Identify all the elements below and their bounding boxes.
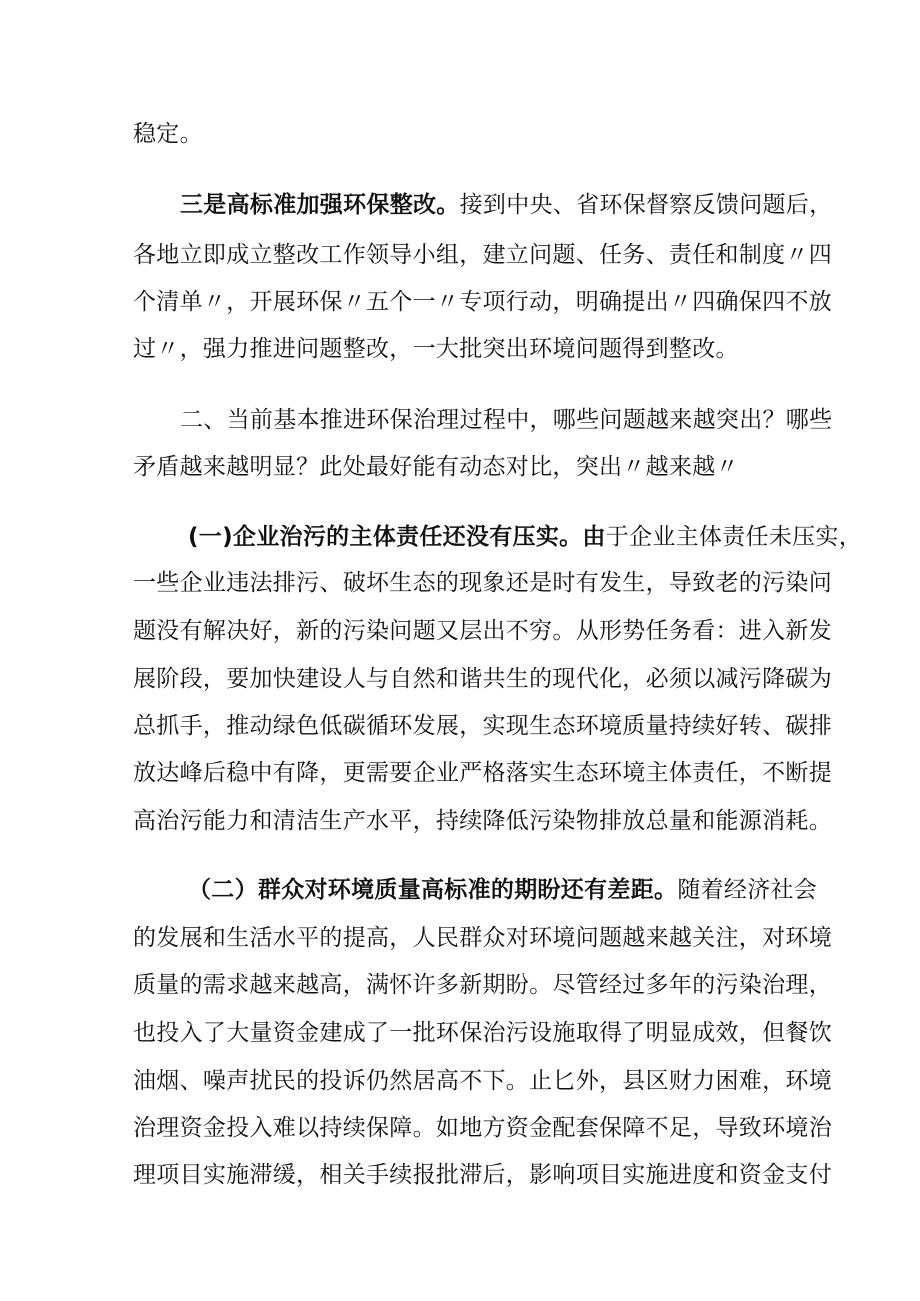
- bold-heading: (一)企业治污的主体责任还没有压实。由: [188, 524, 606, 550]
- line-text: 接到中央、省环保督察反馈问题后，: [459, 192, 833, 218]
- text-line: [133, 1018, 832, 1048]
- line-text: 展阶段，要加快建设人与自然和谐共生的现代化，必须以减污降碳为: [133, 666, 832, 692]
- text-line: [133, 616, 832, 646]
- text-line: [133, 119, 803, 149]
- section-heading-line: [180, 405, 833, 435]
- line-text: 过〃，强力推进问题整改，一大批突出环境问题得到整改。: [133, 336, 739, 362]
- line-text: 高治污能力和清洁生产水平，持续降低污染物排放总量和能源消耗。: [133, 808, 832, 834]
- text-line: [133, 758, 832, 788]
- line-text: 稳定。: [133, 121, 203, 147]
- line-text: 二、当前基本推进环保治理过程中，哪些问题越来越突出？哪些: [180, 407, 833, 433]
- text-line: [133, 334, 803, 364]
- text-line: [133, 664, 832, 694]
- line-text: 理项目实施滞缓，相关手续报批滞后，影响项目实施进度和资金支付: [133, 1162, 832, 1188]
- line-text: 随着经济社会: [677, 877, 818, 903]
- text-line: [133, 806, 832, 836]
- paragraph-heading-line: [188, 522, 863, 552]
- line-text: 于企业主体责任未压实，: [605, 524, 863, 550]
- text-line: [133, 970, 832, 1000]
- line-text: 质量的需求越来越高，满怀许多新期盼。尽管经过多年的污染治理，: [133, 972, 832, 998]
- line-text: 也投入了大量资金建成了一批环保治污设施取得了明显成效，但餐饮: [133, 1020, 832, 1046]
- line-text: 一些企业违法排污、破坏生态的现象还是时有发生，导致老的污染问: [133, 570, 832, 596]
- paragraph-heading-line: [180, 190, 833, 220]
- line-text: 题没有解决好，新的污染问题又层出不穷。从形势任务看：进入新发: [133, 618, 832, 644]
- line-text: 个清单〃，开展环保〃五个一〃专项行动，明确提出〃四确保四不放: [133, 289, 832, 315]
- text-line: [133, 452, 803, 482]
- line-text: 总抓手，推动绿色低碳循环发展，实现生态环境质量持续好转、碳排: [133, 713, 832, 739]
- line-text: 的发展和生活水平的提高，人民群众对环境问题越来越关注，对环境: [133, 925, 832, 951]
- text-line: [133, 711, 832, 741]
- paragraph-heading-line: [188, 875, 818, 905]
- line-text: 各地立即成立整改工作领导小组，建立问题、任务、责任和制度〃四: [133, 242, 832, 268]
- text-line: [133, 1160, 832, 1190]
- bold-heading: （二）群众对环境质量高标准的期盼还有差距。: [188, 877, 678, 903]
- text-line: [133, 568, 832, 598]
- text-line: [133, 923, 832, 953]
- line-text: 治理资金投入难以持续保障。如地方资金配套保障不足，导致环境治: [133, 1115, 832, 1141]
- text-line: [133, 1113, 832, 1143]
- text-line: [133, 240, 832, 270]
- line-text: 矛盾越来越明显？此处最好能有动态对比，突出〃越来越〃: [133, 454, 739, 480]
- bold-heading: 三是高标准加强环保整改。: [180, 192, 460, 218]
- line-text: 油烟、噪声扰民的投诉仍然居高不下。止匕外，县区财力困难，环境: [133, 1068, 832, 1094]
- text-line: [133, 287, 832, 317]
- text-line: [133, 1066, 832, 1096]
- line-text: 放达峰后稳中有降，更需要企业严格落实生态环境主体责任，不断提: [133, 760, 832, 786]
